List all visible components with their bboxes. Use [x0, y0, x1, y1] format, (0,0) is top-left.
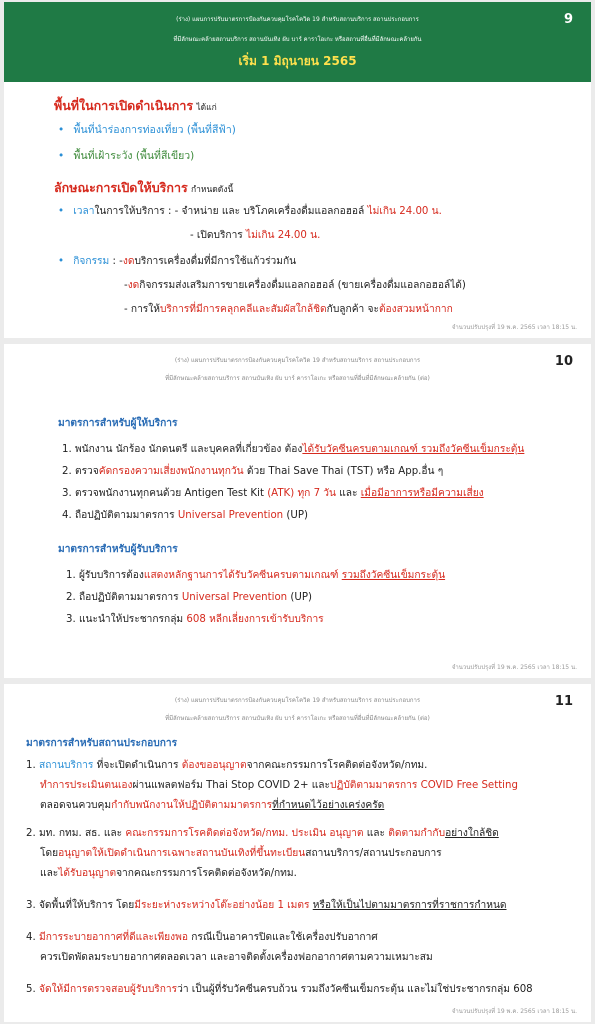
- page-number: 10: [554, 354, 573, 369]
- subtitle-line-1: (ร่าง) แผนการปรับมาตรการป้องกันควบคุมโรคโควิด 19 สำหรับสถานบริการ สถานประกอบการ: [174, 357, 421, 364]
- operator-item-2-line-3: และได้รับอนุญาตจากคณะกรรมการโรคติดต่อจังหวัด/กทม.: [40, 868, 297, 879]
- service-heading-row: [54, 180, 233, 198]
- operator-item-5: 5. จัดให้มีการตรวจสอบผู้รับบริการว่า เป็นผู้ที่รับวัคซีนครบถ้วน รวมถึงวัคซีนเข็มกระตุ้น และไม่ใช่ประชากรกลุ่ม 608: [26, 984, 533, 995]
- operator-item-2-line-2: โดยอนุญาตให้เปิดดำเนินการเฉพาะสถานบันเทิงที่ขึ้นทะเบียนสถานบริการ/สถานประกอบการ: [40, 848, 442, 859]
- time-label: เวลา: [73, 206, 95, 217]
- timestamp: จำนวนปรับปรุงที่ 19 พ.ค. 2565 เวลา 18:15 น.: [451, 664, 577, 671]
- provider-item-1: 1. พนักงาน นักร้อง นักดนตรี และบุคคลที่เกี่ยวข้อง ต้องได้รับวัคซีนครบตามเกณฑ์ รวมถึงวัคซีนเข็มกระตุ้น: [62, 444, 525, 455]
- subtitle: [4, 684, 591, 728]
- provider-item-3: 3. ตรวจพนักงานทุกคนด้วย Antigen Test Kit (ATK) ทุก 7 วัน และ เมื่อมีอาการหรือมีความเสี่ยง: [62, 488, 484, 499]
- subtitle-line-1: (ร่าง) แผนการปรับมาตรการป้องกันควบคุมโรคโควิด 19 สำหรับสถานบริการ สถานประกอบการ: [174, 697, 421, 704]
- title-line-2: ที่มีลักษณะคล้ายสถานบริการ สถานบันเทิง ผับ บาร์ คาราโอเกะ หรือสถานที่อื่นที่มีลักษณะคล้ายกัน: [173, 36, 422, 43]
- timestamp: จำนวนปรับปรุงที่ 19 พ.ค. 2565 เวลา 18:15 น.: [451, 1008, 577, 1015]
- slide-11: [4, 684, 591, 1022]
- operator-item-1-line-3: ตลอดจนควบคุมกำกับพนักงานให้ปฏิบัติตามมาตรการที่กำหนดไว้อย่างเคร่งครัด: [40, 800, 385, 811]
- operator-item-4-line-2: ควรเปิดพัดลมระบายอากาศตลอดเวลา และอาจติดตั้งเครื่องฟอกอากาศตามความเหมาะสม: [40, 952, 433, 963]
- provider-item-2: 2. ตรวจคัดกรองความเสี่ยงพนักงานทุกวัน ด้วย Thai Save Thai (TST) หรือ App.อื่น ๆ: [62, 466, 444, 477]
- client-item-2: 2. ถือปฏิบัติตามมาตรการ Universal Prevention (UP): [66, 592, 312, 603]
- timestamp: จำนวนปรับปรุงที่ 19 พ.ค. 2565 เวลา 18:15 น.: [451, 324, 577, 331]
- activity-row-2: -งดกิจกรรมส่งเสริมการขายเครื่องดื่มแอลกอฮอล์ (ขายเครื่องดื่มแอลกอฮอล์ได้): [124, 280, 466, 291]
- area-heading-row: [54, 98, 217, 116]
- activity-row-3: - การให้บริการที่มีการคลุกคลีและสัมผัสใกล้ชิดกับลูกค้า จะต้องสวมหน้ากาก: [124, 304, 453, 315]
- client-heading: มาตรการสำหรับผู้รับบริการ: [58, 544, 178, 555]
- title-banner: [4, 2, 591, 82]
- operator-item-2-line-1: 2. มท. กทม. สธ. และ คณะกรรมการโรคติดต่อจังหวัด/กทม. ประเมิน อนุญาต และ ติดตามกำกับอย่างใกล้ชิด: [26, 828, 499, 839]
- activity-label: กิจกรรม: [73, 256, 110, 267]
- provider-heading: มาตรการสำหรับผู้ให้บริการ: [58, 418, 178, 429]
- service-suffix: กำหนดดังนี้: [190, 185, 234, 195]
- title-line-1: (ร่าง) แผนการปรับมาตรการป้องกันควบคุมโรคโควิด 19 สำหรับสถานบริการ สถานประกอบการ: [176, 16, 419, 23]
- area-item-blue: • พื้นที่นำร่องการท่องเที่ยว (พื้นที่สีฟ้า): [58, 122, 236, 138]
- subtitle: [4, 344, 591, 388]
- activity-row-1: • กิจกรรม : -งดบริการเครื่องดื่มที่มีการใช้แก้วร่วมกัน: [58, 254, 296, 270]
- slide-10: [4, 344, 591, 678]
- start-date: เริ่ม 1 มิถุนายน 2565: [238, 54, 357, 68]
- area-item-green: • พื้นที่เฝ้าระวัง (พื้นที่สีเขียว): [58, 148, 194, 164]
- slide-9: [4, 2, 591, 338]
- operator-item-1-line-1: 1. สถานบริการ ที่จะเปิดดำเนินการ ต้องขออนุญาตจากคณะกรรมการโรคติดต่อจังหวัด/กทม.: [26, 760, 428, 771]
- service-heading: ลักษณะการเปิดให้บริการ: [54, 180, 188, 195]
- operator-item-3: 3. จัดพื้นที่ให้บริการ โดยมีระยะห่างระหว่างโต๊ะอย่างน้อย 1 เมตร หรือให้เป็นไปตามมาตรการที่ราชการกำหนด: [26, 900, 507, 911]
- time-row: • เวลาในการให้บริการ : - จำหน่าย และ บริโภคเครื่องดื่มแอลกอฮอล์ ไม่เกิน 24.00 น.: [58, 204, 442, 220]
- client-item-3: 3. แนะนำให้ประชากรกลุ่ม 608 หลีกเลี่ยงการเข้ารับบริการ: [66, 614, 324, 625]
- operator-heading: มาตรการสำหรับสถานประกอบการ: [26, 738, 178, 749]
- operator-item-4-line-1: 4. มีการระบายอากาศที่ดีและเพียงพอ กรณีเป็นอาคารปิดและใช้เครื่องปรับอากาศ: [26, 932, 378, 943]
- open-row: - เปิดบริการ ไม่เกิน 24.00 น.: [190, 230, 321, 241]
- page-number: 9: [563, 12, 573, 27]
- area-heading: พื้นที่ในการเปิดดำเนินการ: [54, 98, 194, 113]
- provider-item-4: 4. ถือปฏิบัติตามมาตรการ Universal Prevention (UP): [62, 510, 308, 521]
- page-number: 11: [554, 694, 573, 709]
- operator-item-1-line-2: ทำการประเมินตนเองผ่านแพลตฟอร์ม Thai Stop COVID 2+ และปฏิบัติตามมาตรการ COVID Free Setting: [40, 780, 518, 791]
- client-item-1: 1. ผู้รับบริการต้องแสดงหลักฐานการได้รับวัคซีนครบตามเกณฑ์ รวมถึงวัคซีนเข็มกระตุ้น: [66, 570, 446, 581]
- subtitle-line-2: ที่มีลักษณะคล้ายสถานบริการ สถานบันเทิง ผับ บาร์ คาราโอเกะ หรือสถานที่อื่นที่มีลักษณะคล้ายกัน (ต่อ): [165, 375, 430, 382]
- area-suffix: ได้แก่: [196, 103, 217, 113]
- subtitle-line-2: ที่มีลักษณะคล้ายสถานบริการ สถานบันเทิง ผับ บาร์ คาราโอเกะ หรือสถานที่อื่นที่มีลักษณะคล้ายกัน (ต่อ): [165, 715, 430, 722]
